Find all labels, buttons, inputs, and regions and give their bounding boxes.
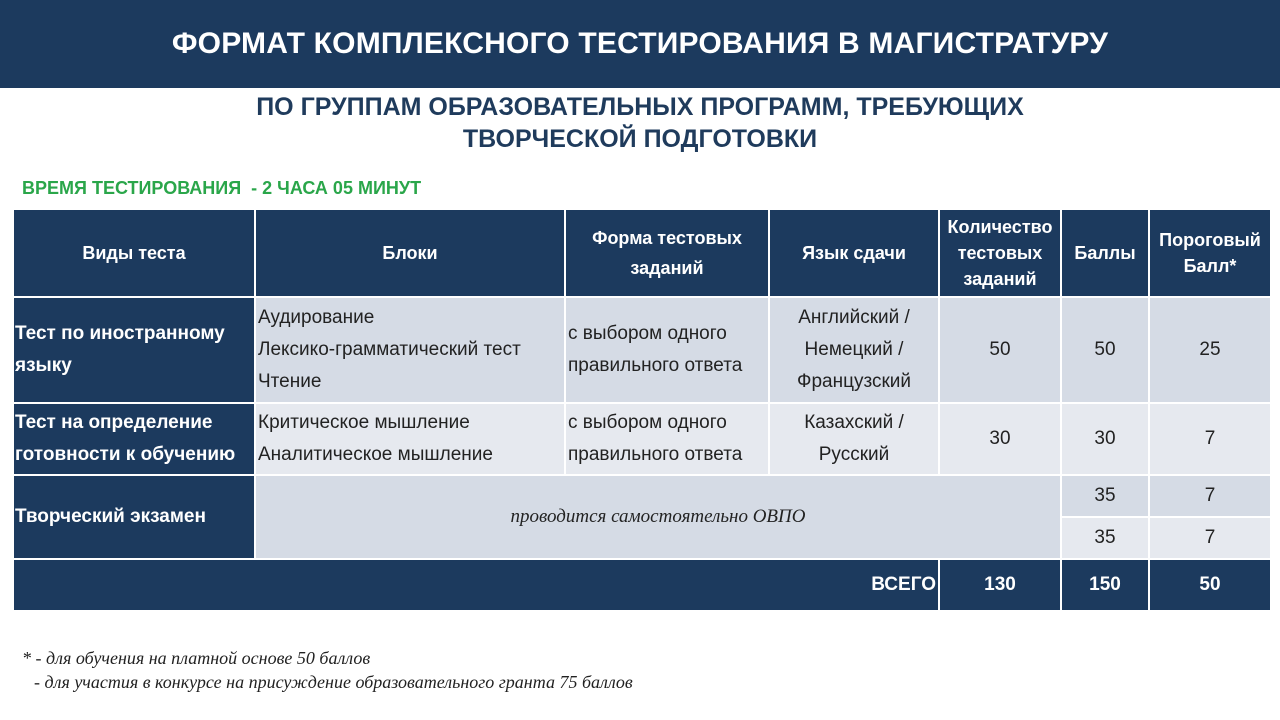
page-subtitle bbox=[0, 91, 1280, 155]
row-points: 30 bbox=[1061, 403, 1149, 475]
row-threshold: 7 bbox=[1149, 403, 1271, 475]
row-type: Тест по иностранному языку bbox=[13, 297, 255, 403]
total-count: 130 bbox=[939, 559, 1061, 611]
footnote-line-1: * - для обучения на платной основе 50 баллов bbox=[22, 648, 371, 668]
row-blocks: Аудирование Лексико-грамматический тест Чтение bbox=[255, 297, 565, 403]
col-header-form: Форма тестовых заданий bbox=[565, 209, 769, 297]
table-total-row bbox=[13, 559, 1271, 611]
total-points: 150 bbox=[1061, 559, 1149, 611]
col-header-points: Баллы bbox=[1061, 209, 1149, 297]
row-count: 30 bbox=[939, 403, 1061, 475]
row-points: 35 bbox=[1061, 517, 1149, 559]
row-form: с выбором одного правильного ответа bbox=[565, 297, 769, 403]
row-merged-note: проводится самостоятельно ОВПО bbox=[255, 475, 1061, 559]
footnote-line-2: - для участия в конкурсе на присуждение образовательного гранта 75 баллов bbox=[34, 672, 633, 692]
table-row bbox=[13, 297, 1271, 403]
row-type: Творческий экзамен bbox=[13, 475, 255, 559]
row-blocks: Критическое мышление Аналитическое мышление bbox=[255, 403, 565, 475]
footnote bbox=[22, 646, 633, 694]
testing-time: ВРЕМЯ ТЕСТИРОВАНИЯ - 2 ЧАСА 05 МИНУТ bbox=[22, 178, 422, 198]
row-lang: Английский / Немецкий / Французский bbox=[769, 297, 939, 403]
row-points: 50 bbox=[1061, 297, 1149, 403]
subtitle-line-1: ПО ГРУППАМ ОБРАЗОВАТЕЛЬНЫХ ПРОГРАММ, ТРЕБУЮЩИХ bbox=[256, 93, 1024, 121]
row-form: с выбором одного правильного ответа bbox=[565, 403, 769, 475]
col-header-type: Виды теста bbox=[13, 209, 255, 297]
test-format-table bbox=[12, 208, 1272, 612]
subtitle-line-2: ТВОРЧЕСКОЙ ПОДГОТОВКИ bbox=[462, 125, 818, 153]
row-type: Тест на определение готовности к обучению bbox=[13, 403, 255, 475]
col-header-threshold: Пороговый Балл* bbox=[1149, 209, 1271, 297]
col-header-lang: Язык сдачи bbox=[769, 209, 939, 297]
total-threshold: 50 bbox=[1149, 559, 1271, 611]
table-row bbox=[13, 403, 1271, 475]
row-lang: Казахский / Русский bbox=[769, 403, 939, 475]
total-label: ВСЕГО bbox=[13, 559, 939, 611]
col-header-count: Количество тестовых заданий bbox=[939, 209, 1061, 297]
table-row bbox=[13, 475, 1271, 517]
row-points: 35 bbox=[1061, 475, 1149, 517]
row-threshold: 7 bbox=[1149, 517, 1271, 559]
page-title: ФОРМАТ КОМПЛЕКСНОГО ТЕСТИРОВАНИЯ В МАГИСТРАТУРУ bbox=[0, 0, 1280, 88]
row-threshold: 7 bbox=[1149, 475, 1271, 517]
row-threshold: 25 bbox=[1149, 297, 1271, 403]
col-header-blocks: Блоки bbox=[255, 209, 565, 297]
row-count: 50 bbox=[939, 297, 1061, 403]
table-header-row bbox=[13, 209, 1271, 297]
